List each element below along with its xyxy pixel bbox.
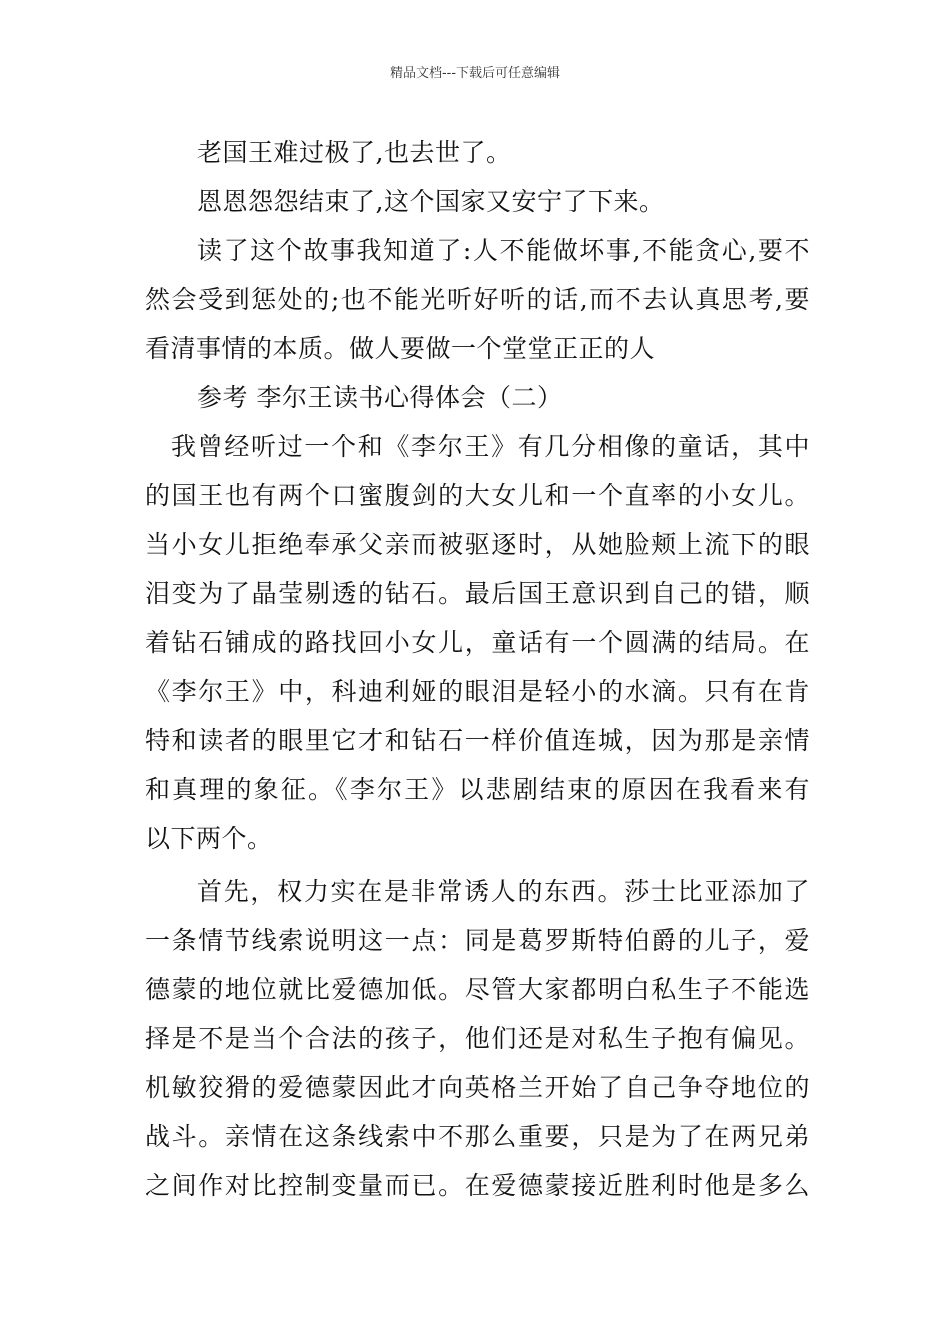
- paragraph-line: 以下两个。: [145, 824, 273, 853]
- paragraph-line: 老国王难过极了,也去世了。: [197, 138, 512, 167]
- paragraph-line: 特和读者的眼里它才和钻石一样价值连城，因为那是亲情: [145, 726, 810, 755]
- paragraph-line: 着钻石铺成的路找回小女儿，童话有一个圆满的结局。在: [145, 628, 810, 657]
- section-heading: 参考 李尔王读书心得体会（二）: [197, 383, 563, 412]
- paragraph-line: 《李尔王》中，科迪利娅的眼泪是轻小的水滴。只有在肯: [145, 677, 810, 706]
- paragraph-line: 战斗。亲情在这条线索中不那么重要，只是为了在两兄弟: [145, 1122, 810, 1151]
- paragraph-line: 然会受到惩处的;也不能光听好听的话,而不去认真思考,要: [145, 285, 810, 314]
- paragraph-line: 择是不是当个合法的孩子，他们还是对私生子抱有偏见。: [145, 1024, 810, 1053]
- paragraph-line: 看清事情的本质。做人要做一个堂堂正正的人: [145, 334, 656, 363]
- paragraph-line: 德蒙的地位就比爱德加低。尽管大家都明白私生子不能选: [145, 975, 810, 1004]
- paragraph-line: 恩恩怨怨结束了,这个国家又安宁了下来。: [197, 187, 665, 216]
- paragraph-line: 我曾经听过一个和《李尔王》有几分相像的童话，其中: [171, 432, 810, 461]
- paragraph-line: 首先，权力实在是非常诱人的东西。莎士比亚添加了: [197, 877, 810, 906]
- paragraph-line: 的国王也有两个口蜜腹剑的大女儿和一个直率的小女儿。: [145, 481, 810, 510]
- paragraph-line: 泪变为了晶莹剔透的钻石。最后国王意识到自己的错，顺: [145, 579, 810, 608]
- paragraph-line: 读了这个故事我知道了:人不能做坏事,不能贪心,要不: [197, 236, 810, 265]
- paragraph-line: 当小女儿拒绝奉承父亲而被驱逐时，从她脸颊上流下的眼: [145, 530, 810, 559]
- paragraph-line: 机敏狡猾的爱德蒙因此才向英格兰开始了自己争夺地位的: [145, 1073, 810, 1102]
- paragraph-line: 之间作对比控制变量而已。在爱德蒙接近胜利时他是多么: [145, 1171, 810, 1200]
- paragraph-line: 一条情节线索说明这一点：同是葛罗斯特伯爵的儿子，爱: [145, 926, 810, 955]
- page-header: 精品文档---下载后可任意编辑: [389, 66, 561, 81]
- paragraph-line: 和真理的象征。《李尔王》以悲剧结束的原因在我看来有: [145, 775, 810, 804]
- document-body: [145, 128, 810, 1210]
